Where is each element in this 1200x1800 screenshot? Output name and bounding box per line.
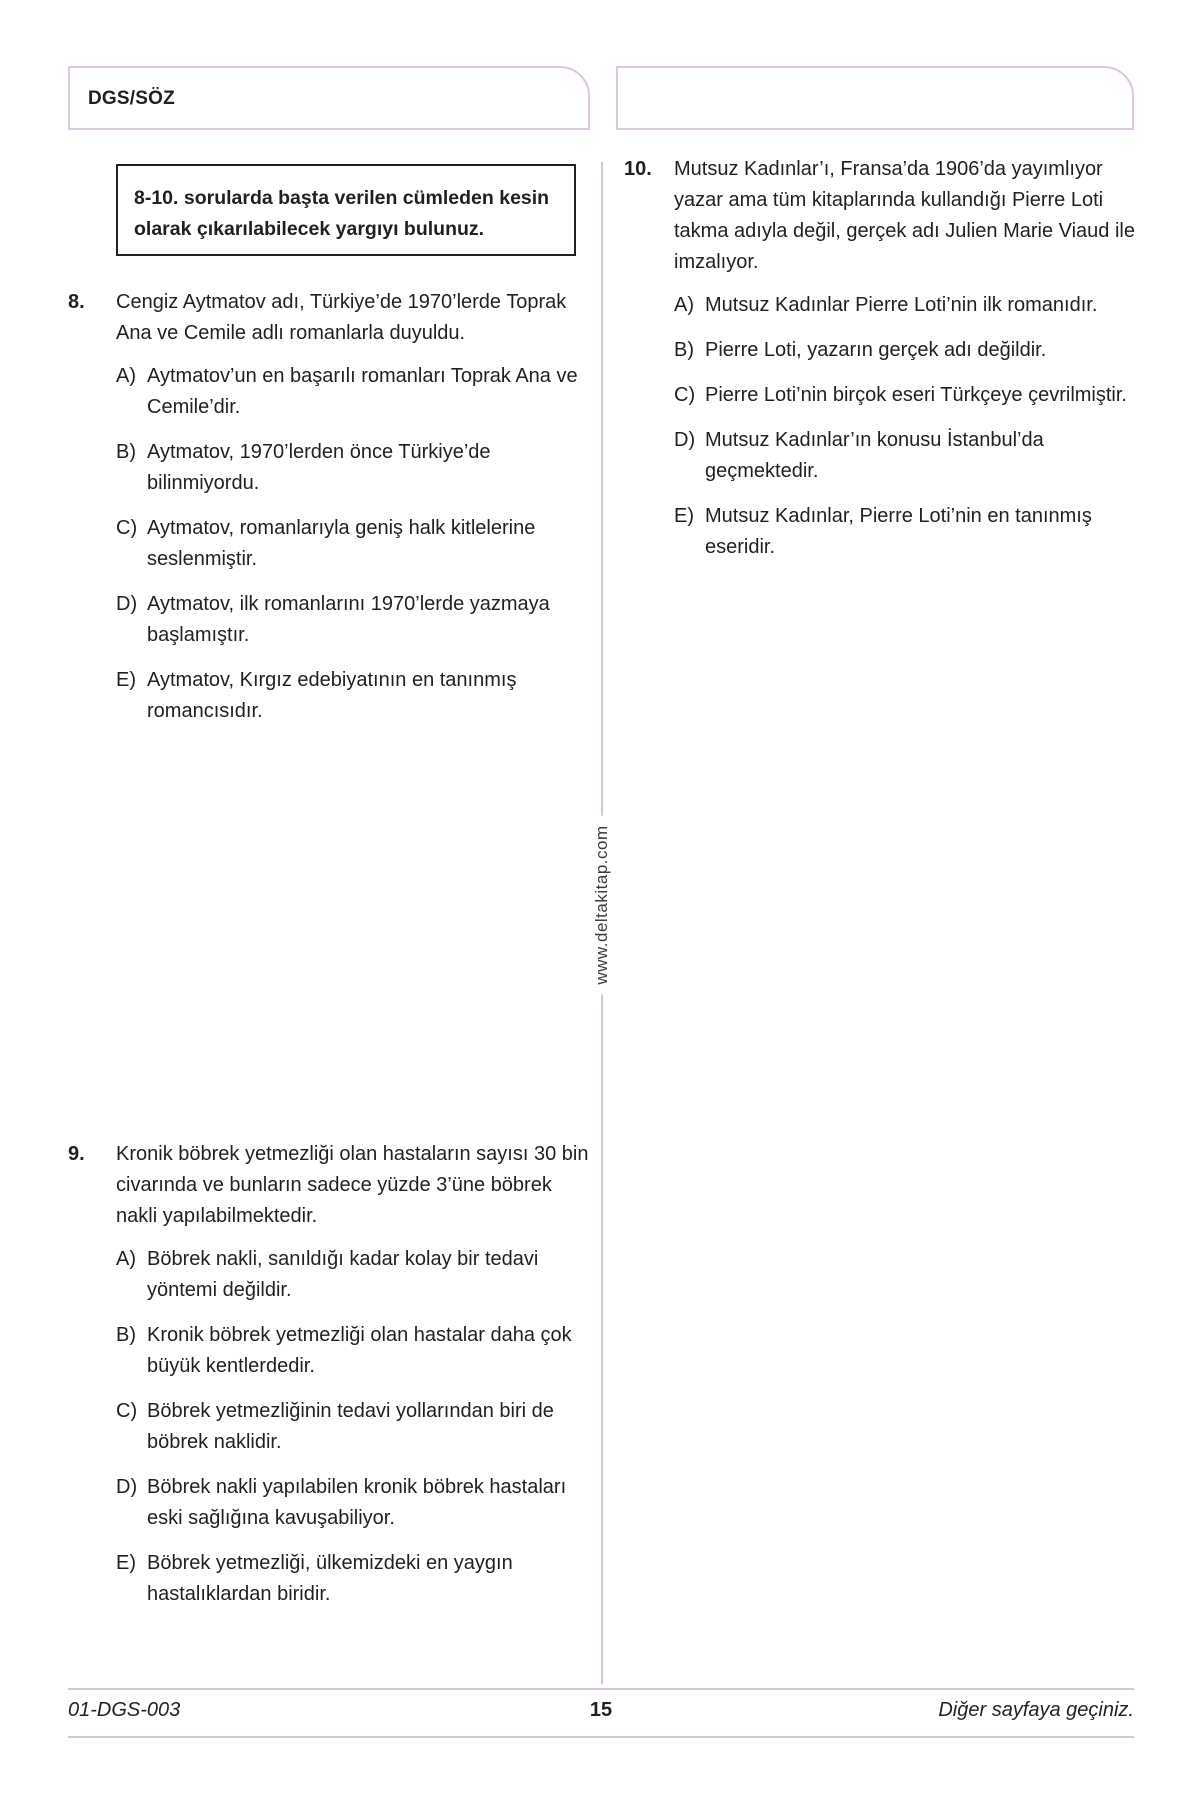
option-letter: E) [674, 505, 694, 527]
question-8 [68, 287, 598, 741]
option-text: Böbrek yetmezliğinin tedavi yollarından biri de böbrek naklidir. [147, 1400, 554, 1453]
option-letter: C) [116, 517, 138, 539]
option-d[interactable] [674, 425, 1144, 487]
option-letter: A) [674, 294, 694, 316]
option-d[interactable] [116, 589, 598, 651]
option-text: Böbrek nakli, sanıldığı kadar kolay bir tedavi yöntemi değildir. [147, 1248, 539, 1301]
option-e[interactable] [116, 1548, 598, 1610]
option-list [116, 361, 598, 727]
option-text: Pierre Loti, yazarın gerçek adı değildir. [705, 339, 1047, 361]
exam-title: DGS/SÖZ [88, 88, 175, 109]
option-a[interactable] [116, 1244, 598, 1306]
option-text: Böbrek yetmezliği, ülkemizdeki en yaygın hastalıklardan biridir. [147, 1552, 513, 1605]
option-text: Pierre Loti’nin birçok eseri Türkçeye çevrilmiştir. [705, 384, 1127, 406]
option-letter: D) [674, 429, 696, 451]
option-c[interactable] [116, 1396, 598, 1458]
option-text: Mutsuz Kadınlar Pierre Loti’nin ilk romanıdır. [705, 294, 1098, 316]
option-list [674, 290, 1144, 563]
question-number: 9. [68, 1143, 85, 1165]
option-text: Aytmatov, ilk romanlarını 1970’lerde yazmaya başlamıştır. [147, 593, 550, 646]
option-letter: B) [674, 339, 694, 361]
footer-top-rule [68, 1688, 1134, 1690]
option-text: Aytmatov, Kırgız edebiyatının en tanınmış romancısıdır. [147, 669, 517, 722]
option-text: Kronik böbrek yetmezliği olan hastalar daha çok büyük kentlerdedir. [147, 1324, 572, 1377]
option-d[interactable] [116, 1472, 598, 1534]
option-a[interactable] [116, 361, 598, 423]
option-letter: D) [116, 1476, 138, 1498]
option-letter: E) [116, 1552, 136, 1574]
page-number: 15 [589, 1699, 613, 1721]
question-stem: Kronik böbrek yetmezliği olan hastaların sayısı 30 bin civarında ve bunların sadece yüzde 3’üne böbrek nakli yapılabilmektedir. [116, 1143, 589, 1227]
option-letter: A) [116, 1248, 136, 1270]
option-text: Böbrek nakli yapılabilen kronik böbrek hastaları eski sağlığına kavuşabiliyor. [147, 1476, 567, 1529]
option-letter: D) [116, 593, 138, 615]
header-right-box [616, 66, 1134, 130]
option-text: Mutsuz Kadınlar, Pierre Loti’nin en tanınmış eseridir. [705, 505, 1092, 558]
option-text: Mutsuz Kadınlar’ın konusu İstanbul’da geçmektedir. [705, 429, 1044, 482]
option-letter: E) [116, 669, 136, 691]
option-letter: B) [116, 441, 136, 463]
option-b[interactable] [116, 437, 598, 499]
question-number: 10. [624, 158, 652, 180]
option-letter: C) [116, 1400, 138, 1422]
question-9 [68, 1139, 598, 1624]
option-letter: A) [116, 365, 136, 387]
option-c[interactable] [674, 380, 1144, 411]
booklet-code: 01-DGS-003 [68, 1699, 181, 1721]
option-c[interactable] [116, 513, 598, 575]
option-text: Aytmatov, 1970’lerden önce Türkiye’de bilinmiyordu. [147, 441, 491, 494]
instruction-box: 8-10. sorularda başta verilen cümleden kesin olarak çıkarılabilecek yargıyı bulunuz. [116, 164, 576, 256]
option-text: Aytmatov, romanlarıyla geniş halk kitlelerine seslenmiştir. [147, 517, 536, 570]
question-10 [624, 154, 1144, 577]
option-b[interactable] [674, 335, 1144, 366]
option-letter: B) [116, 1324, 136, 1346]
question-number: 8. [68, 291, 85, 313]
option-e[interactable] [674, 501, 1144, 563]
question-stem: Mutsuz Kadınlar’ı, Fransa’da 1906’da yayımlıyor yazar ama tüm kitaplarında kullandığı Pierre Loti takma adıyla değil, gerçek adı Julien Marie Viaud ile imzalıyor. [674, 158, 1135, 273]
option-a[interactable] [674, 290, 1144, 321]
option-text: Aytmatov’un en başarılı romanları Toprak Ana ve Cemile’dir. [147, 365, 578, 418]
option-list [116, 1244, 598, 1610]
option-b[interactable] [116, 1320, 598, 1382]
option-e[interactable] [116, 665, 598, 727]
footer-bottom-rule [68, 1736, 1134, 1738]
header-left-box [68, 66, 590, 130]
question-stem: Cengiz Aytmatov adı, Türkiye’de 1970’lerde Toprak Ana ve Cemile adlı romanlarla duyuldu. [116, 291, 567, 344]
next-page-note: Diğer sayfaya geçiniz. [938, 1699, 1134, 1721]
watermark: www.deltakitap.com [586, 815, 618, 994]
option-letter: C) [674, 384, 696, 406]
